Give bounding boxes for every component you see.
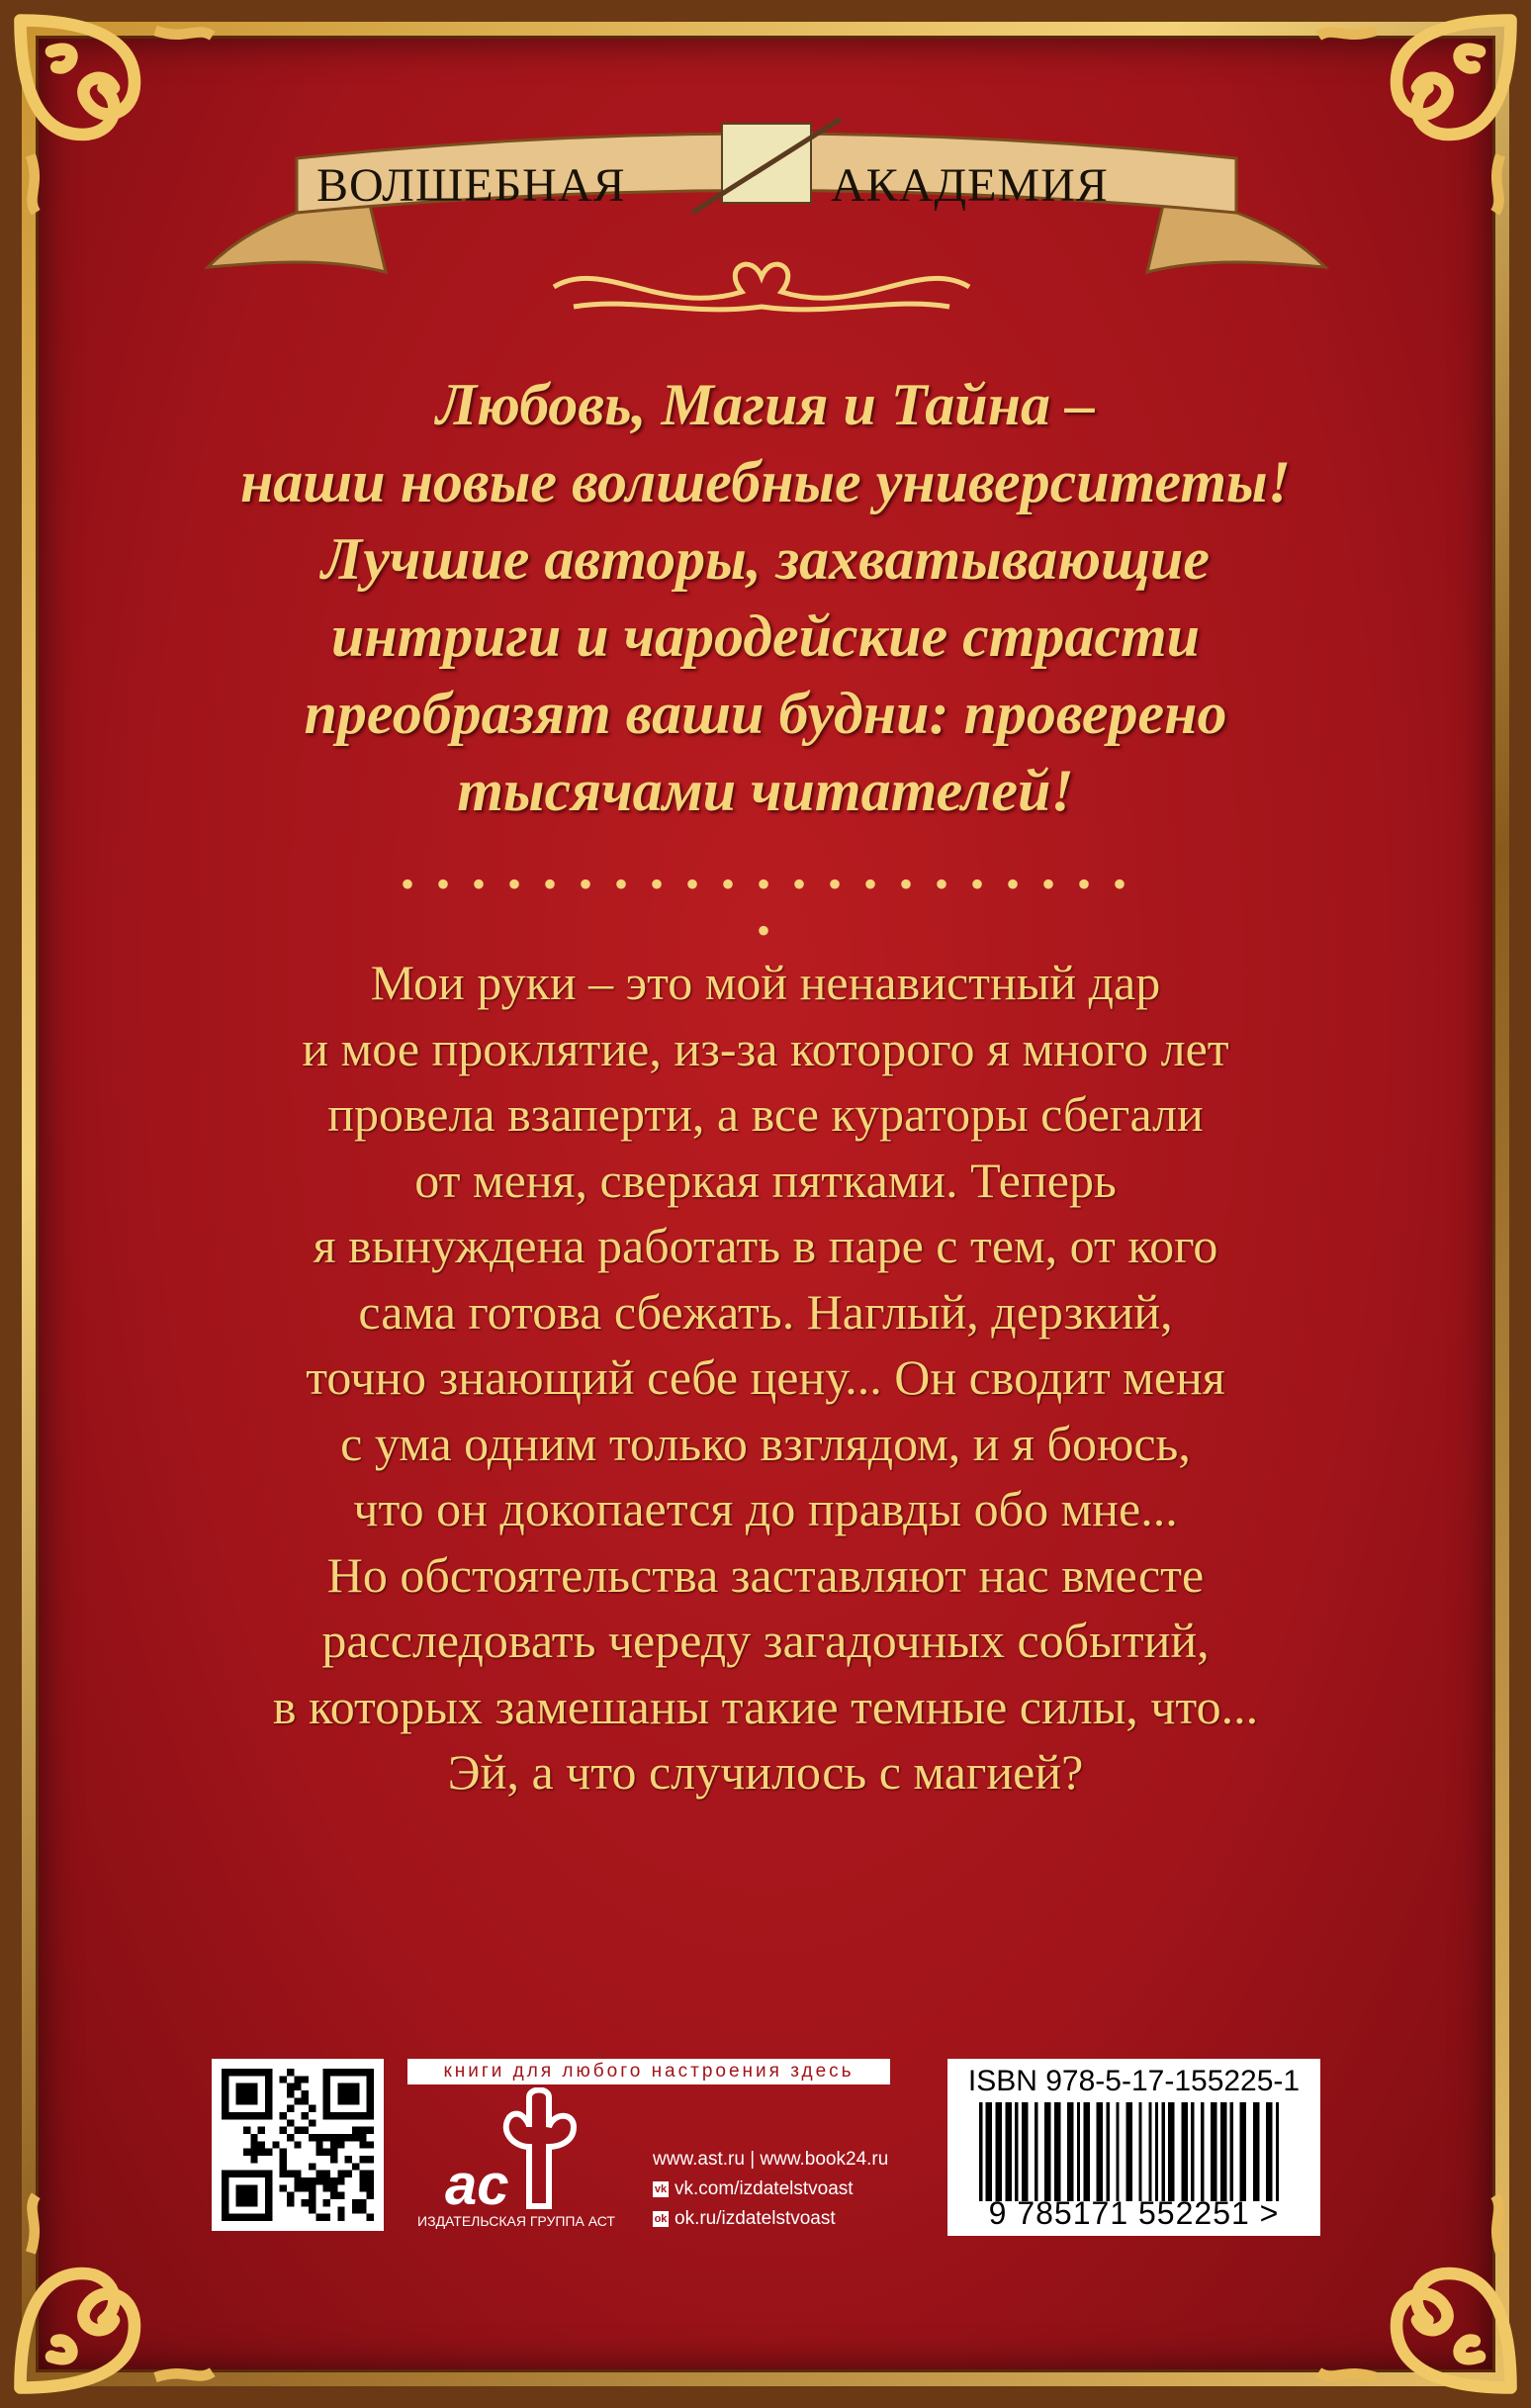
websites-link[interactable]: www.ast.ru | www.book24.ru: [653, 2149, 889, 2170]
annotation-line: я вынуждена работать в паре с тем, от кого: [313, 1218, 1218, 1273]
banner-left-text: ВОЛШЕБНАЯ: [316, 159, 626, 212]
banner-right-text: АКАДЕМИЯ: [831, 159, 1109, 212]
svg-text:ac: ac: [445, 2153, 509, 2216]
barcode-digits: 9 785171 552251 >: [988, 2195, 1280, 2231]
tagline-line: Лучшие авторы, захватывающие: [320, 526, 1210, 592]
flourish-ornament-icon: [544, 247, 979, 322]
isbn-label: ISBN 978-5-17-155225-1: [967, 2065, 1301, 2097]
vk-link[interactable]: vk.com/izdatelstvoast: [675, 2178, 854, 2199]
vk-icon: vk: [654, 2183, 668, 2195]
annotation-line: Эй, а что случилось с магией?: [447, 1744, 1084, 1800]
tagline-line: Любовь, Магия и Тайна –: [435, 372, 1095, 437]
annotation-line: расследовать череду загадочных событий,: [321, 1613, 1210, 1668]
annotation-line: с ума одним только взглядом, и я боюсь,: [340, 1415, 1191, 1471]
annotation-line: что он докопается до правды обо мне...: [353, 1481, 1178, 1536]
series-tagline: [148, 366, 1383, 829]
annotation-line: в которых замешаны такие темные силы, что...: [272, 1678, 1259, 1734]
annotation-line: провела взаперти, а все кураторы сбегали: [327, 1086, 1204, 1142]
tagline-line: тысячами читателей!: [457, 758, 1074, 823]
annotation-line: Но обстоятельства заставляют нас вместе: [326, 1546, 1205, 1603]
tagline-line: наши новые волшебные университеты!: [239, 449, 1292, 514]
corner-ornament-icon: [10, 2190, 218, 2398]
publisher-slogan: книги для любого настроения здесь: [407, 2059, 890, 2084]
tagline-line: преобразят ваши будни: проверено: [304, 681, 1227, 746]
corner-ornament-icon: [1313, 10, 1521, 218]
annotation-line: и мое проклятие, из-за которого я много лет: [302, 1020, 1229, 1076]
corner-ornament-icon: [1313, 2190, 1521, 2398]
publisher-links: [653, 2145, 888, 2234]
tagline-line: интриги и чародейские страсти: [330, 603, 1201, 669]
annotation-line: Мои руки – это мой ненавистный дар: [370, 955, 1161, 1010]
isbn-barcode-box: [947, 2059, 1320, 2236]
annotation-line: от меня, сверкая пятками. Теперь: [414, 1152, 1117, 1208]
barcode: [979, 2102, 1289, 2201]
ok-link[interactable]: ok.ru/izdatelstvoast: [675, 2208, 836, 2229]
annotation-line: сама готова сбежать. Наглый, дерзкий,: [358, 1283, 1173, 1340]
publisher-name: ИЗДАТЕЛЬСКАЯ ГРУППА АСТ: [417, 2213, 615, 2229]
corner-ornament-icon: [10, 10, 218, 218]
ok-icon: ok: [654, 2213, 668, 2225]
dotted-separator: • • • • • • • • • • • • • • • • • • • • • •: [400, 862, 1133, 953]
ast-logo: [435, 2087, 584, 2216]
annotation-line: точно знающий себе цену... Он сводит меня: [306, 1349, 1225, 1405]
qr-code[interactable]: [212, 2059, 384, 2231]
book-annotation: [148, 950, 1383, 1806]
